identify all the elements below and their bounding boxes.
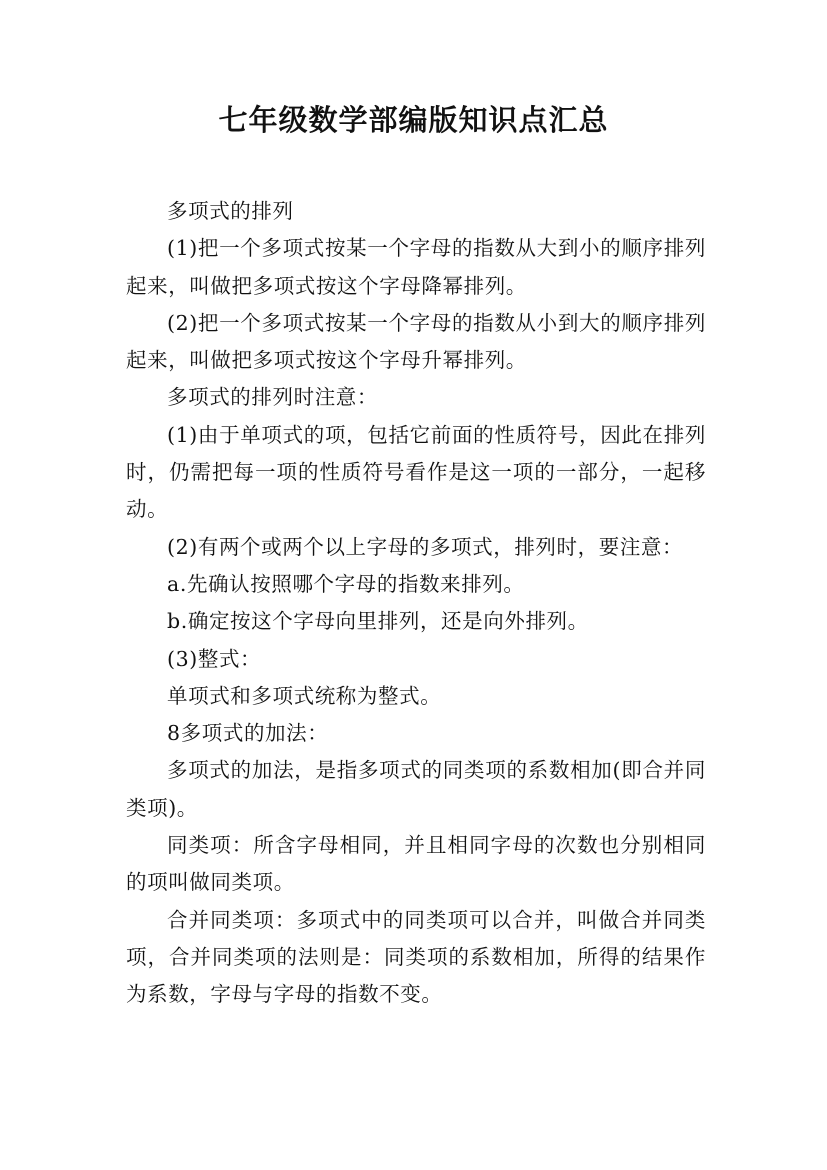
document-body xyxy=(126,193,706,1014)
paragraph: 同类项：所含字母相同，并且相同字母的次数也分别相同的项叫做同类项。 xyxy=(126,833,706,895)
paragraph: (1)把一个多项式按某一个字母的指数从大到小的顺序排列起来，叫做把多项式按这个字母降幂排列。 xyxy=(126,236,706,298)
paragraph: b.确定按这个字母向里排列，还是向外排列。 xyxy=(167,609,589,634)
paragraph: a.先确认按照哪个字母的指数来排列。 xyxy=(167,571,525,596)
paragraph: (2)把一个多项式按某一个字母的指数从小到大的顺序排列起来，叫做把多项式按这个字母升幂排列。 xyxy=(126,310,706,373)
paragraph: (1)由于单项式的项，包括它前面的性质符号，因此在排列时，仍需把每一项的性质符号看作是这一项的一部分，一起移动。 xyxy=(126,422,706,522)
paragraph: 多项式的排列 xyxy=(167,199,294,223)
paragraph: (2)有两个或两个以上字母的多项式，排列时，要注意： xyxy=(167,534,684,559)
paragraph: (3)整式： xyxy=(167,646,262,671)
paragraph: 8多项式的加法： xyxy=(167,721,329,746)
paragraph: 多项式的加法，是指多项式的同类项的系数相加(即合并同类项)。 xyxy=(126,758,706,820)
paragraph: 单项式和多项式统称为整式。 xyxy=(167,683,442,708)
paragraph: 多项式的排列时注意： xyxy=(167,385,378,410)
paragraph: 合并同类项：多项式中的同类项可以合并，叫做合并同类项，合并同类项的法则是：同类项的系数相加，所得的结果作为系数，字母与字母的指数不变。 xyxy=(126,907,706,1007)
document-title: 七年级数学部编版知识点汇总 xyxy=(218,103,609,137)
